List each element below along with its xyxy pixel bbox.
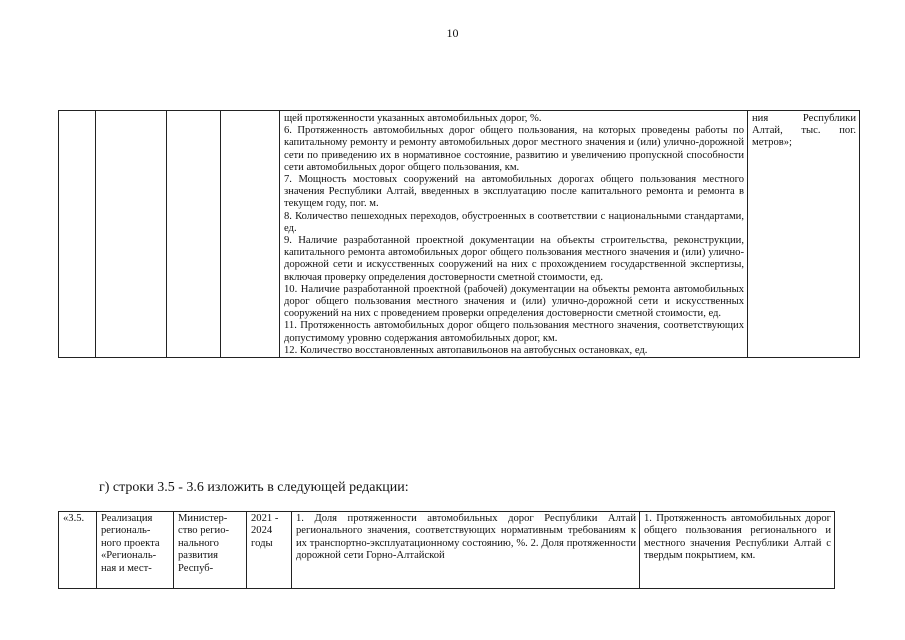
cell-indicators: 1. Доля протяженности автомобильных дорог Республики Алтай регионального значения, соответствующих нормативным требованиям к их транспортно-эксплуатационному состоянию, %. 2. Доля протяженности дорожной сети Горно-Алтайской (292, 512, 640, 589)
indicator-item: 10. Наличие разработанной проектной (рабочей) документации на объекты ремонта автомобильных дорог общего пользования местного значения и (или) улично-дорожной сети и искусственных сооружений на них с проведением проверки определения достоверности сметной стоимости, ед. (284, 283, 744, 320)
indicator-item: 6. Протяженность автомобильных дорог общего пользования, на которых проведены работы по капитальному ремонту и ремонту автомобильных дорог местного значения и (или) улично-дорожной сети по приведению их в нормативное состояние, развитию и увеличению пропускной способности сети автомобильных дорог общего пользования, км. (284, 125, 744, 173)
cell-period: 2021 - 2024 годы (247, 512, 292, 589)
table-row (59, 512, 835, 589)
cell-result (748, 111, 860, 358)
indicator-item: 7. Мощность мостовых сооружений на автомобильных дорогах общего пользования местного значения Республики Алтай, введенных в эксплуатацию после капитального ремонта и ремонта в текущем году, пог. м. (284, 174, 744, 210)
indicator-item: 8. Количество пешеходных переходов, обустроенных в соответствии с национальными стандартами, ед. (284, 210, 744, 234)
result-text: ния Республики Алтай, тыс. пог. метров»; (752, 113, 856, 149)
page-number: 10 (446, 26, 459, 40)
cell-executor: Министер-ство регио-нального развития Респуб- (174, 512, 247, 589)
indicator-item: 11. Протяженность автомобильных дорог общего пользования местного значения, соответствующих допустимому уровню содержания автомобильных дорог, км. (284, 320, 744, 344)
cell-name (96, 111, 167, 358)
cell-number: «3.5. (59, 512, 97, 589)
indicator-item: щей протяженности указанных автомобильных дорог, %. (284, 113, 542, 124)
indicator-item: 12. Количество восстановленных автопавильонов на автобусных остановках, ед. (284, 344, 648, 356)
cell-executor (167, 111, 221, 358)
cell-name: Реализация региональ-ного проекта «Региональ-ная и мест- (97, 512, 174, 589)
table-row (59, 111, 860, 358)
section-heading: г) строки 3.5 - 3.6 изложить в следующей редакции: (99, 480, 409, 495)
cell-result: 1. Протяженность автомобильных дорог общего пользования регионального и местного значения Республики Алтай с твердым покрытием, км. (640, 512, 835, 589)
indicator-item: 9. Наличие разработанной проектной документации на объекты строительства, реконструкции, капитального ремонта автомобильных дорог общего пользования местного значения и (или) улично-дорожной сети и искусственных сооружений на них с прохождением государственной экспертизы, включая проверку определения достоверности сметной стоимости, ед. (284, 235, 744, 283)
program-table-new-rows (58, 511, 835, 589)
cell-number (59, 111, 96, 358)
cell-period (221, 111, 280, 358)
cell-indicators (280, 111, 748, 358)
program-table-continued (58, 110, 860, 358)
